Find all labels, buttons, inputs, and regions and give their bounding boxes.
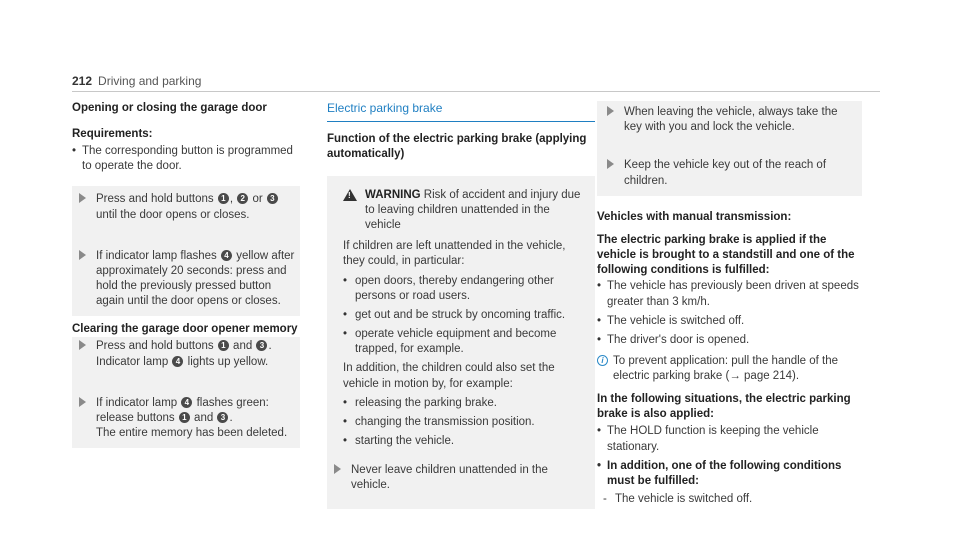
step-press-buttons: Press and hold buttons 1 , 2 or 3 until the door opens or closes.: [72, 186, 300, 229]
requirements-label: Requirements:: [72, 127, 153, 140]
button-number-badge: 3: [267, 193, 278, 204]
warning-icon: !: [343, 189, 357, 201]
step-clear-release: If indicator lamp 4 flashes green: release buttons 1 and 3 . The entire memory has been deleted.: [72, 390, 300, 449]
step-arrow-icon: [79, 397, 86, 407]
warning-headline: Risk of accident and injury due to leaving children unattended in the vehicle: [365, 188, 581, 232]
step-arrow-icon: [334, 464, 341, 474]
list-item-heading: • In addition, one of the following conditions must be fulfilled:: [597, 459, 862, 489]
step-arrow-icon: [79, 193, 86, 203]
section-title-garage-door: Opening or closing the garage door: [72, 102, 267, 114]
list-item: • The HOLD function is keeping the vehicle stationary.: [597, 424, 862, 454]
step-keep-key: Keep the vehicle key out of the reach of children.: [597, 152, 862, 195]
list-item: • The vehicle is switched off.: [597, 314, 862, 329]
step-arrow-icon: [79, 340, 86, 350]
warning-box: [327, 176, 595, 509]
step-arrow-icon: [79, 250, 86, 260]
column-brake-conditions: [597, 101, 862, 507]
column-garage-door: [72, 101, 300, 448]
lamp-number-badge: 4: [172, 356, 183, 367]
section-title-apply-auto: Function of the electric parking brake (applying automatically): [327, 132, 587, 160]
column-parking-brake: [327, 101, 595, 509]
lamp-number-badge: 4: [221, 250, 232, 261]
list-item: • The vehicle has previously been driven at speeds greater than 3 km/h.: [597, 279, 862, 309]
section-title-clear-memory: Clearing the garage door opener memory: [72, 323, 298, 336]
warning-header: [343, 188, 587, 234]
list-item: • releasing the parking brake.: [343, 396, 587, 411]
list-item: • starting the vehicle.: [343, 434, 587, 449]
list-item: • The driver's door is opened.: [597, 333, 862, 348]
button-number-badge: 1: [218, 340, 229, 351]
page-number: 212: [72, 74, 93, 88]
list-item: - The vehicle is switched off.: [597, 492, 862, 507]
step-never-leave: Never leave children unattended in the vehicle.: [327, 457, 587, 500]
info-icon: i: [597, 355, 608, 366]
button-number-badge: 3: [256, 340, 267, 351]
note-prevent-application: i To prevent application: pull the handle of the electric parking brake (→ page 214).: [597, 354, 862, 384]
warning-body: [343, 239, 587, 449]
warning-intro: If children are left unattended in the vehicle, they could, in particular:: [343, 240, 566, 268]
button-number-badge: 1: [179, 412, 190, 423]
section-link-parking-brake[interactable]: Electric parking brake: [327, 101, 595, 122]
heading-situations: In the following situations, the electric parking brake is also applied:: [597, 393, 851, 421]
button-number-badge: 2: [237, 193, 248, 204]
step-indicator-yellow: If indicator lamp flashes 4 yellow after approximately 20 seconds: press and hold the previously pressed button again until the door opens or closes.: [72, 243, 300, 317]
list-item: • get out and be struck by oncoming traffic.: [343, 308, 587, 323]
step-take-key: When leaving the vehicle, always take the key with you and lock the vehicle.: [597, 101, 862, 142]
page-header: [72, 74, 880, 92]
heading-manual-transmission: Vehicles with manual transmission:: [597, 210, 792, 223]
warning-intro-2: In addition, the children could also set the vehicle in motion by, for example:: [343, 362, 555, 390]
list-item: • changing the transmission position.: [343, 415, 587, 430]
button-number-badge: 1: [218, 193, 229, 204]
warning-label: WARNING: [365, 188, 421, 201]
button-number-badge: 3: [217, 412, 228, 423]
lamp-number-badge: 4: [181, 397, 192, 408]
list-item: • open doors, thereby endangering other persons or road users.: [343, 274, 587, 304]
step-arrow-icon: [607, 106, 614, 116]
list-item: • operate vehicle equipment and become trapped, for example.: [343, 327, 587, 357]
page-reference-link[interactable]: → page 214: [729, 370, 792, 383]
requirement-item: • The corresponding button is programmed to operate the door.: [72, 144, 300, 174]
step-clear-press: Press and hold buttons 1 and 3 . Indicator lamp 4 lights up yellow.: [72, 337, 300, 376]
step-arrow-icon: [607, 159, 614, 169]
section-name: Driving and parking: [98, 74, 202, 88]
heading-applied-conditions: The electric parking brake is applied if the vehicle is brought to a standstill and one of the following conditions is fulfilled:: [597, 233, 855, 276]
